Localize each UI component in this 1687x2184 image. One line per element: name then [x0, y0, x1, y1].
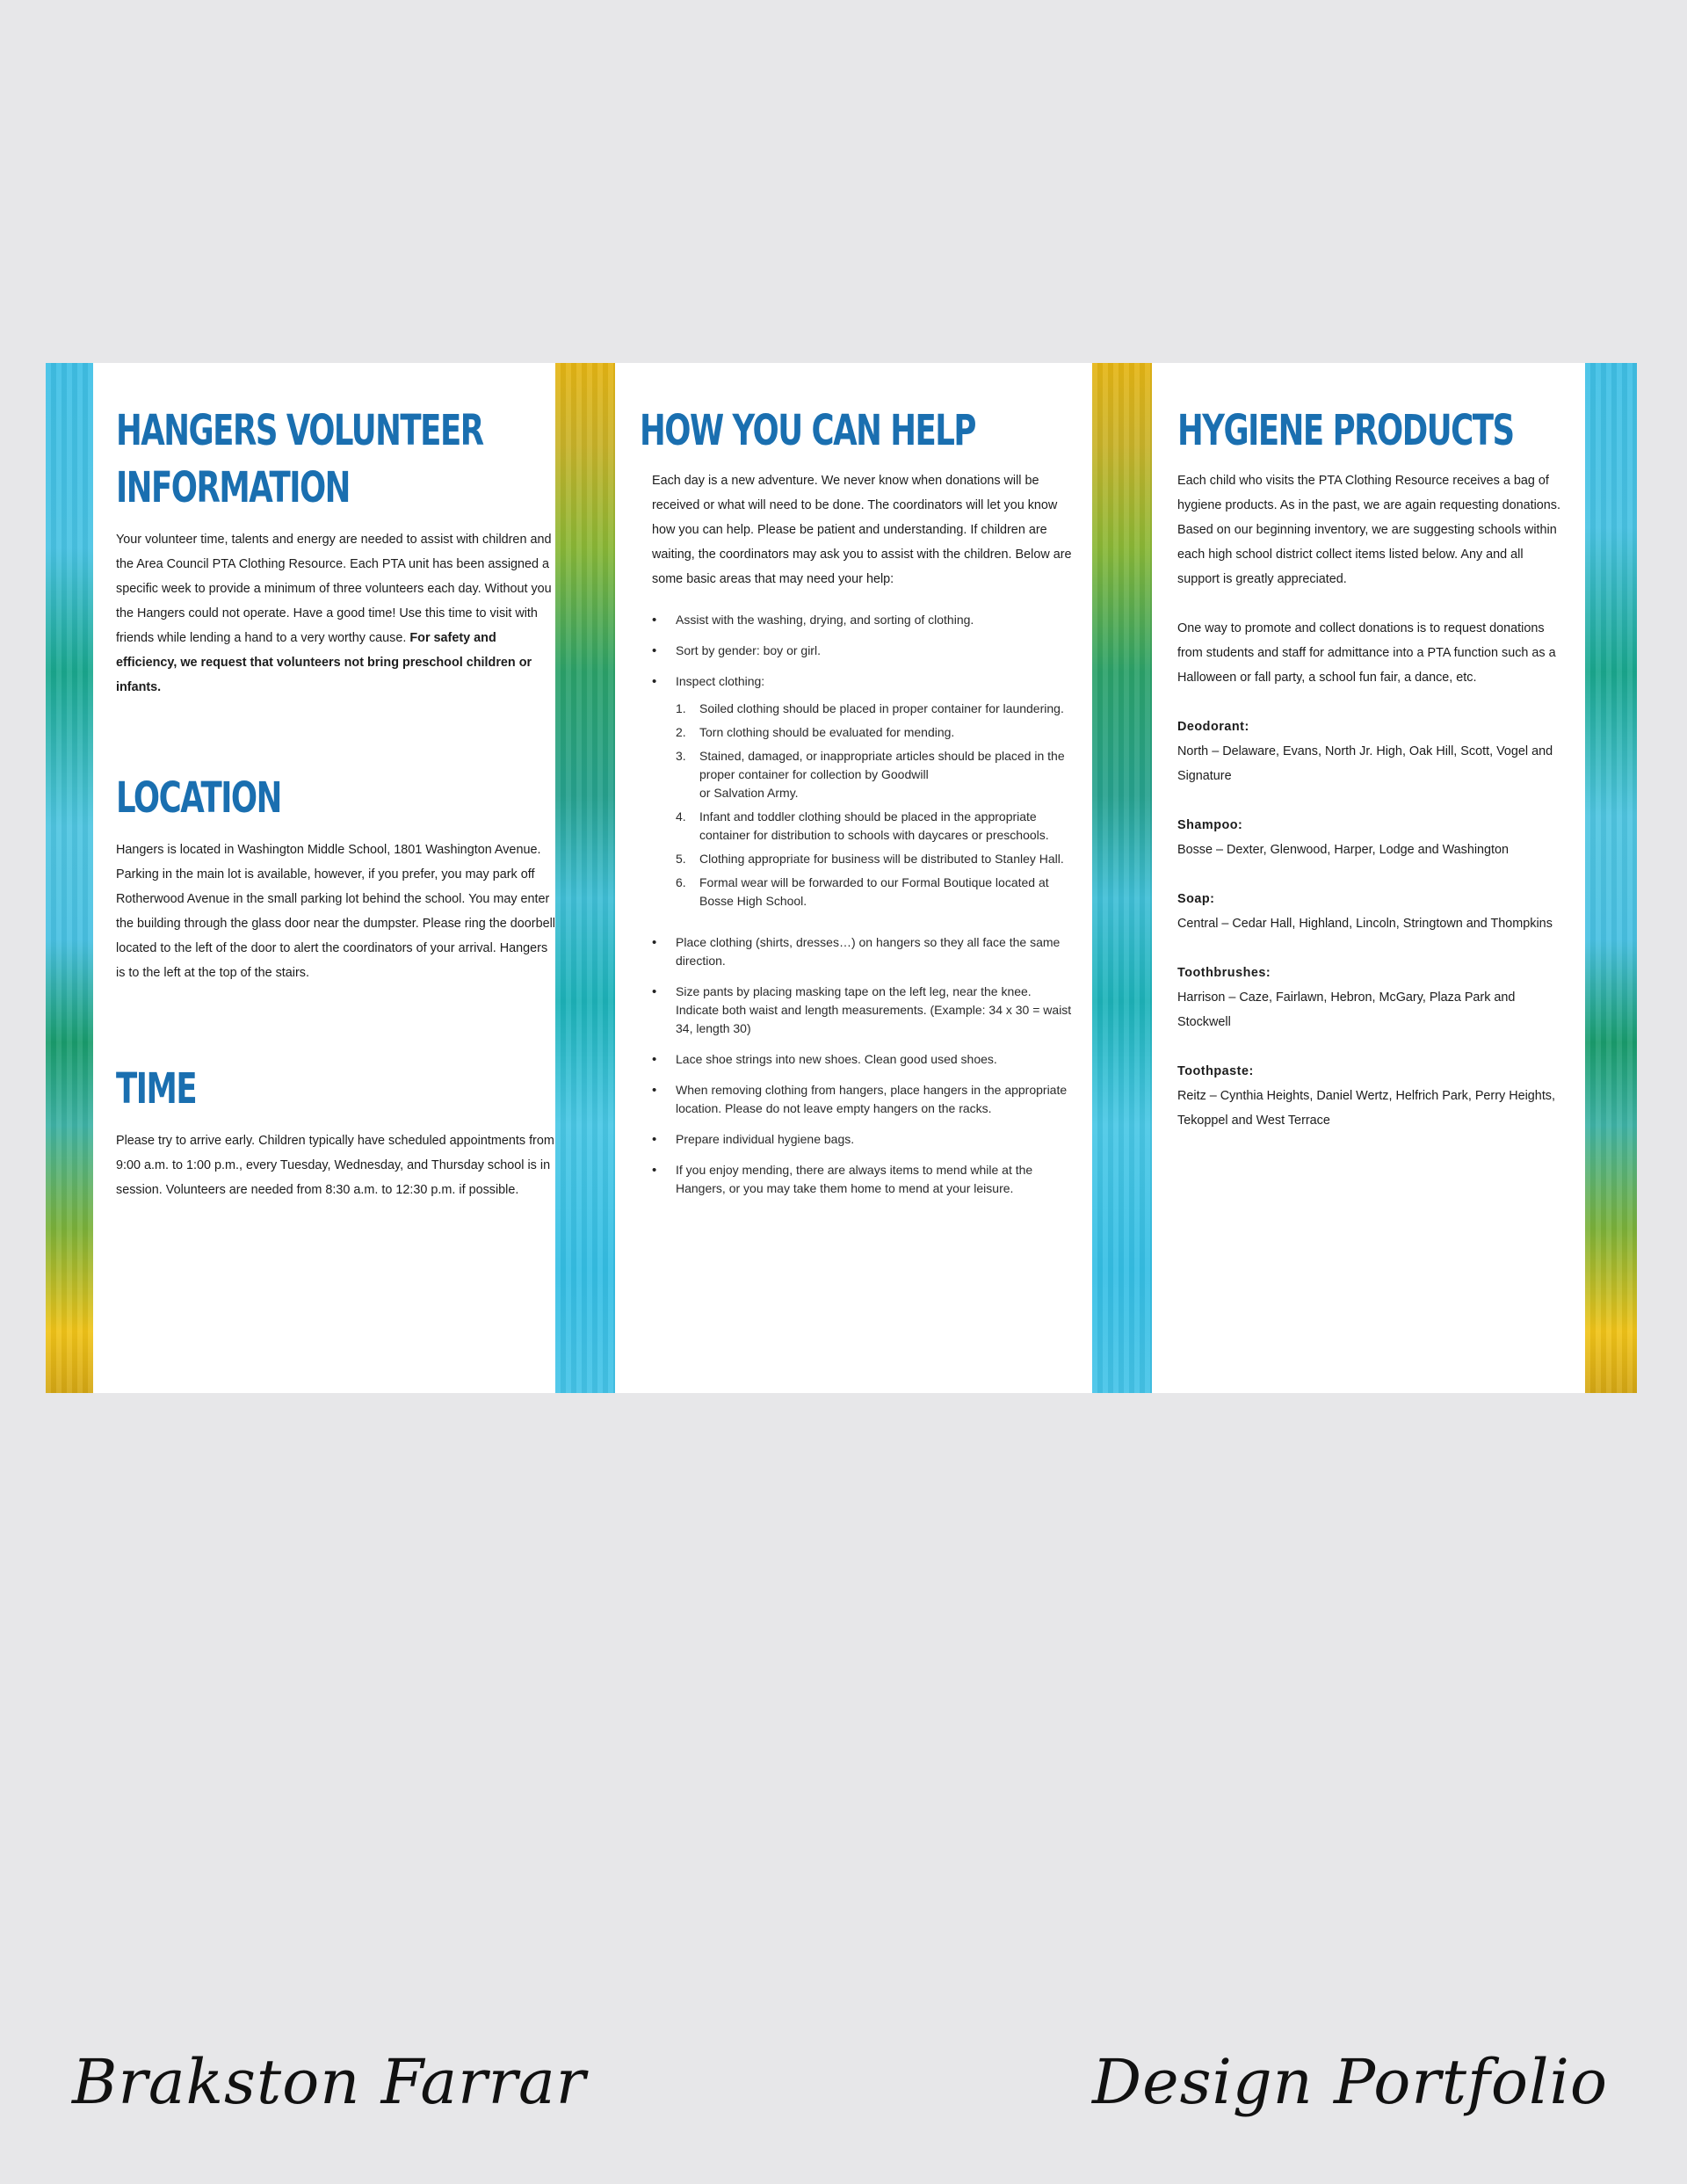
product-label: Deodorant: [1177, 720, 1249, 734]
step-number: 5. [676, 852, 686, 866]
step-text: Clothing appropriate for business will be distributed to Stanley Hall. [699, 852, 1064, 866]
step-item [676, 723, 1077, 742]
hygiene-intro: Each child who visits the PTA Clothing Resource receives a bag of hygiene products. As in the past, we are again requesting donations. Based on our beginning inventory, we are suggesting schools within each high school district collect items listed below. Any and all support is greatly appreciated. [1177, 474, 1561, 586]
list-item: • Prepare individual hygiene bags. [652, 1130, 1077, 1149]
volunteer-heading-line2: INFORMATION [116, 463, 350, 512]
list-item: • Place clothing (shirts, dresses…) on hangers so they all face the same direction. [652, 933, 1077, 970]
watercolor-strip-left [46, 363, 93, 1393]
help-bullets-top [652, 611, 1077, 691]
product-schools: North – Delaware, Evans, North Jr. High, Oak Hill, Scott, Vogel and Signature [1177, 744, 1553, 783]
watercolor-strip-right [1585, 363, 1637, 1393]
step-item [676, 808, 1077, 845]
product-schools: Central – Cedar Hall, Highland, Lincoln, Stringtown and Thompkins [1177, 917, 1553, 931]
step-text: Soiled clothing should be placed in proper container for laundering. [699, 701, 1064, 715]
product-label: Soap: [1177, 892, 1215, 906]
panel-hygiene-products [1177, 363, 1568, 1157]
help-bullets-bottom [652, 933, 1077, 1198]
step-item [676, 700, 1077, 718]
product-label: Toothbrushes: [1177, 966, 1271, 980]
step-number: 2. [676, 725, 686, 739]
list-item: • Size pants by placing masking tape on the left leg, near the knee. Indicate both waist and length measurements. (Example: 34 x 30 = waist 34, length 30) [652, 983, 1077, 1038]
time-text: Please try to arrive early. Children typically have scheduled appointments from 9:00 a.m. to 1:00 p.m., every Tuesday, Wednesday, and Thursday school is in session. Volunteers are needed from 8:30 a.m. to 12:30 p.m. if possible. [116, 1134, 554, 1197]
time-heading: TIME [116, 1064, 197, 1114]
product-label: Shampoo: [1177, 818, 1243, 832]
volunteer-heading [116, 403, 555, 517]
watercolor-strip-center-right [1092, 363, 1152, 1393]
step-number: 3. [676, 749, 686, 763]
signature-left: Brakston Farrar [72, 2046, 587, 2118]
list-item: • If you enjoy mending, there are always items to mend while at the Hangers, or you may take them home to mend at your leisure. [652, 1161, 1077, 1198]
product-schools: Bosse – Dexter, Glenwood, Harper, Lodge and Washington [1177, 843, 1510, 857]
step-text: Stained, damaged, or inappropriate articles should be placed in the proper container for collection by Goodwill or Salvation Army. [699, 749, 1065, 800]
hygiene-promo: One way to promote and collect donations is to request donations from students and staff for admittance into a PTA function such as a Halloween or fall party, a school fun fair, a dance, etc. [1177, 621, 1556, 685]
list-item: • Sort by gender: boy or girl. [652, 642, 1077, 660]
volunteer-intro-text: Your volunteer time, talents and energy are needed to assist with children and the Area Council PTA Clothing Resource. Each PTA unit has been assigned a specific week to provide a minimum of three volunteers each day. Without you the Hangers could not operate. Have a good time! Use this time to visit with friends while lending a hand to a very worthy cause. [116, 533, 552, 645]
step-item [676, 850, 1077, 868]
product-label: Toothpaste: [1177, 1064, 1254, 1078]
panel-how-you-can-help [640, 363, 1077, 1210]
step-item [676, 874, 1077, 911]
product-schools: Harrison – Caze, Fairlawn, Hebron, McGary, Plaza Park and Stockwell [1177, 990, 1516, 1029]
watercolor-strip-center-left [555, 363, 615, 1393]
location-heading: LOCATION [116, 773, 281, 823]
list-item: • Lace shoe strings into new shoes. Clean good used shoes. [652, 1050, 1077, 1069]
list-item: • Inspect clothing: [652, 672, 1077, 691]
list-item: • Assist with the washing, drying, and sorting of clothing. [652, 611, 1077, 629]
panel-volunteer-info [116, 363, 555, 1202]
step-number: 1. [676, 701, 686, 715]
products-list [1177, 715, 1568, 1133]
product-schools: Reitz – Cynthia Heights, Daniel Wertz, Helfrich Park, Perry Heights, Tekoppel and West Terrace [1177, 1089, 1556, 1128]
signature-right: Design Portfolio [1092, 2046, 1608, 2118]
help-heading: HOW YOU CAN HELP [640, 406, 975, 455]
volunteer-intro [116, 527, 555, 700]
volunteer-intro-bold: For safety and efficiency, we request that volunteers not bring preschool children or infants. [116, 631, 532, 694]
step-number: 4. [676, 809, 686, 824]
location-text: Hangers is located in Washington Middle School, 1801 Washington Avenue. Parking in the main lot is available, however, if you prefer, you may park off Rotherwood Avenue in the small parking lot behind the school. You may enter the building through the glass door near the dumpster. Please ring the doorbell located to the left of the door to alert the coordinators of your arrival. Hangers is to the left at the top of the stairs. [116, 843, 556, 980]
inspect-steps-list [676, 700, 1077, 911]
step-text: Formal wear will be forwarded to our Formal Boutique located at Bosse High School. [699, 875, 1049, 908]
step-item [676, 747, 1077, 802]
step-number: 6. [676, 875, 686, 889]
help-intro: Each day is a new adventure. We never know when donations will be received or what will need to be done. The coordinators will let you know how you can help. Please be patient and understanding. If children are waiting, the coordinators may ask you to assist with the children. Below are some basic areas that may need your help: [652, 474, 1072, 586]
step-text: Infant and toddler clothing should be placed in the appropriate container for distribution to schools with daycares or preschools. [699, 809, 1049, 842]
volunteer-heading-line1: HANGERS VOLUNTEER [116, 406, 483, 455]
step-text: Torn clothing should be evaluated for mending. [699, 725, 955, 739]
brochure-spread [46, 363, 1637, 1393]
hygiene-heading: HYGIENE PRODUCTS [1177, 406, 1514, 455]
list-item: • When removing clothing from hangers, place hangers in the appropriate location. Please do not leave empty hangers on the racks. [652, 1081, 1077, 1118]
